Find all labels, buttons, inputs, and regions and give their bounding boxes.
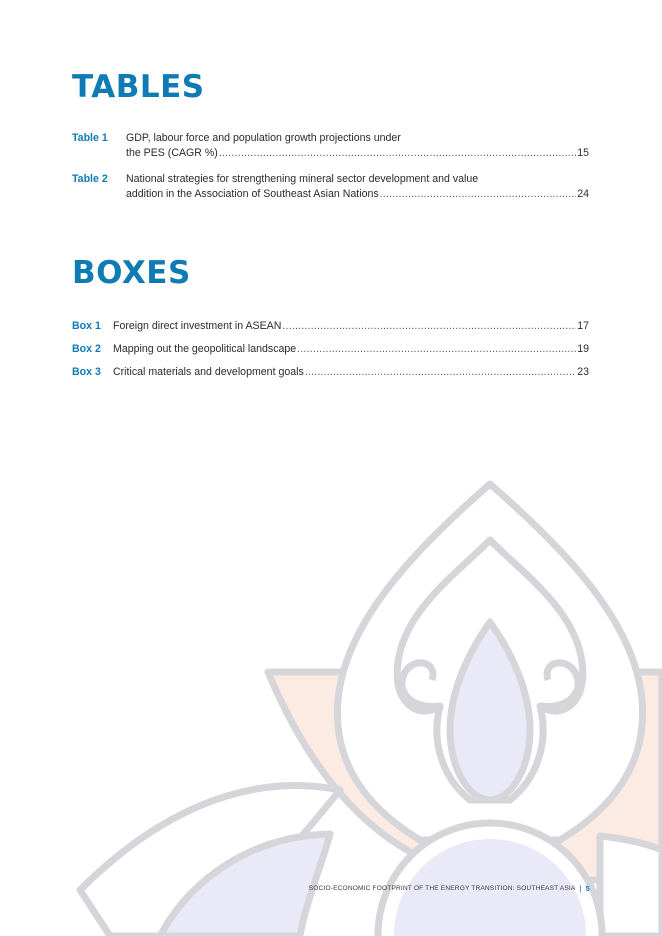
- page-number: 19: [577, 343, 589, 355]
- entry-title: Critical materials and development goals: [113, 366, 304, 378]
- page-number: 23: [577, 366, 589, 378]
- toc-entry-box-3[interactable]: [72, 365, 589, 380]
- entry-title: Mapping out the geopolitical landscape: [113, 343, 297, 355]
- dot-leader: [305, 365, 576, 379]
- page-number: 24: [577, 188, 589, 200]
- dot-leader: [219, 146, 576, 160]
- entry-label: Table 2: [72, 173, 108, 185]
- toc-entry-box-1[interactable]: [72, 319, 589, 334]
- entry-title-line: GDP, labour force and population growth projections under: [126, 132, 401, 144]
- entry-title-line: National strategies for strengthening mineral sector development and value: [126, 173, 479, 185]
- dot-leader: [380, 187, 577, 201]
- boxes-heading: BOXES: [72, 255, 191, 291]
- toc-entry-table-2[interactable]: [72, 172, 589, 202]
- entry-label: Box 1: [72, 320, 101, 332]
- entry-title-line: the PES (CAGR %): [126, 147, 218, 159]
- entry-label: Box 3: [72, 366, 101, 378]
- page-number: 15: [577, 147, 589, 159]
- tables-heading: TABLES: [72, 69, 205, 105]
- footer-page-number: 5: [585, 884, 590, 893]
- dot-leader: [297, 342, 576, 356]
- dot-leader: [282, 319, 576, 333]
- entry-label: Table 1: [72, 132, 108, 144]
- entry-title-line: addition in the Association of Southeast Asian Nations: [126, 188, 379, 200]
- footer-separator: |: [579, 884, 582, 893]
- page-number: 17: [577, 320, 589, 332]
- page-footer: [309, 884, 590, 893]
- toc-entry-box-2[interactable]: [72, 342, 589, 357]
- footer-title: SOCIO-ECONOMIC FOOTPRINT OF THE ENERGY TRANSITION: SOUTHEAST ASIA: [308, 885, 576, 892]
- entry-label: Box 2: [72, 343, 101, 355]
- entry-title: Foreign direct investment in ASEAN: [113, 320, 282, 332]
- toc-entry-table-1[interactable]: [72, 131, 589, 161]
